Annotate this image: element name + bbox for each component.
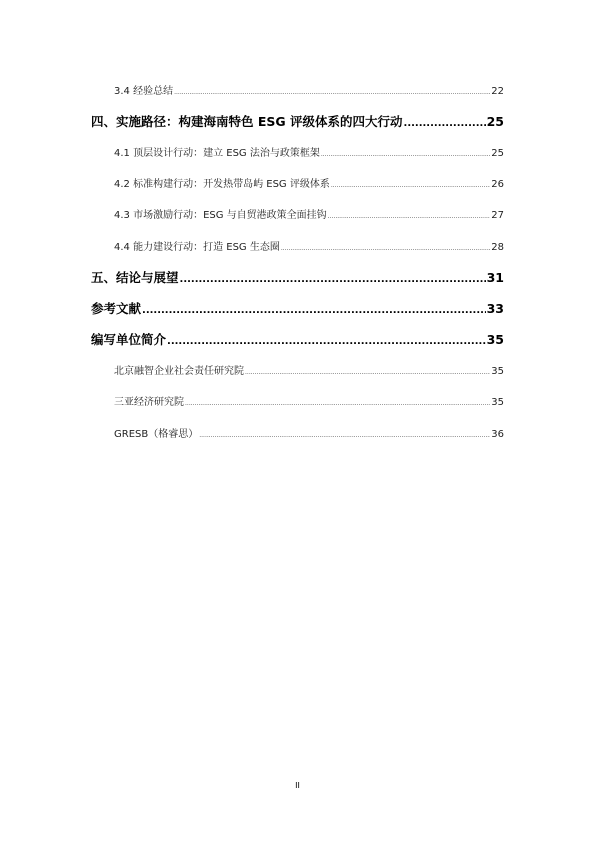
toc-entry-title: 4.3 市场激励行动：ESG 与自贸港政策全面挂钩 bbox=[114, 210, 327, 221]
toc-entry-sanya[interactable] bbox=[114, 393, 504, 408]
toc-entry-title: 三亚经济研究院 bbox=[114, 397, 184, 408]
dot-leader bbox=[199, 432, 490, 439]
page-number: II bbox=[295, 781, 300, 790]
toc-entry-page: 25 bbox=[486, 114, 504, 129]
toc-entry-page: 22 bbox=[491, 86, 504, 97]
toc-entry-4-1[interactable] bbox=[114, 144, 504, 159]
toc-entry-page: 28 bbox=[491, 242, 504, 253]
toc-entry-page: 26 bbox=[491, 179, 504, 190]
toc-entry-gresb[interactable] bbox=[114, 425, 504, 440]
dot-leader bbox=[167, 336, 486, 347]
dot-leader bbox=[185, 400, 490, 407]
toc-entry-title: 编写单位简介 bbox=[91, 332, 167, 347]
dot-leader bbox=[331, 182, 490, 189]
toc-entry-page: 36 bbox=[491, 429, 504, 440]
toc-entry-page: 27 bbox=[491, 210, 504, 221]
dot-leader bbox=[328, 213, 491, 220]
dot-leader bbox=[281, 245, 490, 252]
toc-references[interactable] bbox=[91, 299, 504, 317]
toc-entry-title: 四、实施路径：构建海南特色 ESG 评级体系的四大行动 bbox=[91, 114, 403, 129]
dot-leader bbox=[180, 274, 486, 285]
toc-entry-page: 35 bbox=[486, 332, 504, 347]
toc-entry-title: 参考文献 bbox=[91, 301, 142, 316]
toc-entry-title: 4.2 标准构建行动：开发热带岛屿 ESG 评级体系 bbox=[114, 179, 330, 190]
dot-leader bbox=[245, 369, 490, 376]
toc-entry-4-2[interactable] bbox=[114, 175, 504, 190]
toc-entry-page: 35 bbox=[491, 366, 504, 377]
dot-leader bbox=[142, 305, 486, 316]
toc-authors[interactable] bbox=[91, 330, 504, 348]
toc-entry-page: 33 bbox=[486, 301, 504, 316]
toc-chapter-4[interactable] bbox=[91, 112, 504, 130]
toc-entry-title: 4.4 能力建设行动：打造 ESG 生态圈 bbox=[114, 242, 280, 253]
toc-entry-page: 31 bbox=[486, 270, 504, 285]
toc-entry-title: 3.4 经验总结 bbox=[114, 86, 174, 97]
toc-entry-title: GRESB（格睿思） bbox=[114, 429, 199, 440]
toc-entry-title: 五、结论与展望 bbox=[91, 270, 179, 285]
toc-entry-page: 25 bbox=[491, 148, 504, 159]
dot-leader bbox=[174, 89, 490, 96]
toc-entry-4-4[interactable] bbox=[114, 238, 504, 253]
toc-entry-page: 35 bbox=[491, 397, 504, 408]
dot-leader bbox=[404, 118, 486, 129]
dot-leader bbox=[321, 151, 490, 158]
toc-entry-4-3[interactable] bbox=[114, 206, 504, 221]
toc-entry-title: 4.1 顶层设计行动：建立 ESG 法治与政策框架 bbox=[114, 148, 320, 159]
toc-entry-3-4[interactable] bbox=[114, 82, 504, 97]
toc-entry-title: 北京融智企业社会责任研究院 bbox=[114, 366, 244, 377]
toc-chapter-5[interactable] bbox=[91, 268, 504, 286]
toc-entry-institute[interactable] bbox=[114, 362, 504, 377]
